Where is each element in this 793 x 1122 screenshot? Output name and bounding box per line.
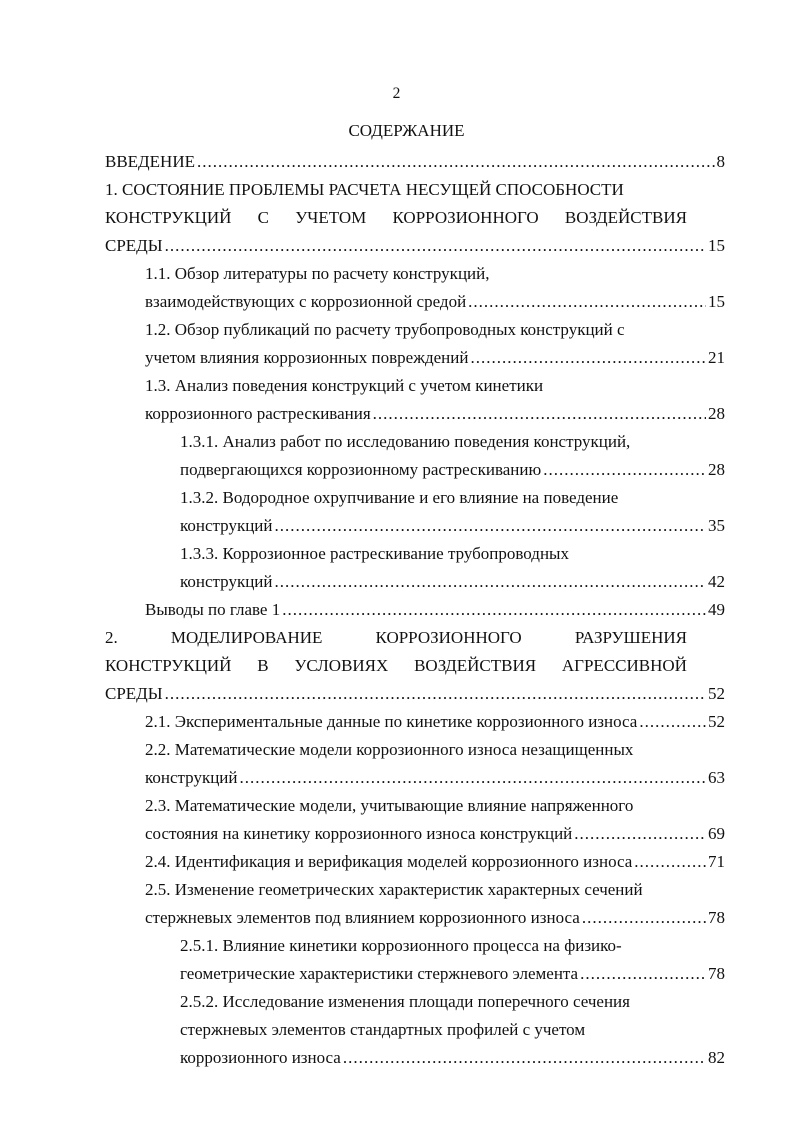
- contents-heading: СОДЕРЖАНИЕ: [348, 121, 465, 140]
- word: УСЛОВИЯХ: [294, 656, 389, 675]
- dot-leader: [639, 708, 706, 736]
- dot-leader: [582, 904, 706, 932]
- toc-section-2-5-line2[interactable]: [145, 904, 725, 932]
- toc-page-number: 35: [708, 516, 725, 535]
- toc-entry-title: СРЕДЫ: [105, 684, 163, 703]
- word: В: [257, 656, 269, 675]
- word: С: [257, 208, 270, 227]
- toc-section-2-5-2-line2[interactable]: стержневых элементов стандартных профилей с учетом: [180, 1020, 586, 1039]
- word: УЧЕТОМ: [295, 208, 367, 227]
- toc-entry-title: стержневых элементов под влиянием коррозионного износа: [145, 908, 580, 927]
- word: КОРРОЗИОННОГО: [375, 628, 522, 647]
- toc-section-2-4[interactable]: [145, 848, 725, 876]
- toc-chapter-2-line3[interactable]: [105, 680, 725, 708]
- dot-leader: [468, 288, 706, 316]
- toc-section-2-5-1-line1[interactable]: 2.5.1. Влияние кинетики коррозионного процесса на физико-: [180, 936, 622, 955]
- toc-entry-title: коррозионного износа: [180, 1048, 341, 1067]
- word: ВОЗДЕЙСТВИЯ: [564, 208, 687, 227]
- dot-leader: [197, 148, 715, 176]
- toc-chapter-1-line1[interactable]: 1. СОСТОЯНИЕ ПРОБЛЕМЫ РАСЧЕТА НЕСУЩЕЙ СПОСОБНОСТИ: [105, 180, 624, 199]
- toc-entry-title: состояния на кинетику коррозионного износа конструкций: [145, 824, 573, 843]
- toc-page-number: 78: [708, 908, 725, 927]
- toc-page-number: 28: [708, 404, 725, 423]
- toc-section-1-3-1-line1[interactable]: 1.3.1. Анализ работ по исследованию поведения конструкций,: [180, 432, 631, 451]
- dot-leader: [634, 848, 706, 876]
- toc-page-number: 71: [708, 852, 725, 871]
- toc-section-2-5-1-line2[interactable]: [180, 960, 725, 988]
- toc-section-1-3-line2[interactable]: [145, 400, 725, 428]
- toc-page-number: 82: [708, 1048, 725, 1067]
- toc-entry-title: 2.1. Экспериментальные данные по кинетике коррозионного износа: [145, 712, 638, 731]
- toc-chapter-2-line2[interactable]: [105, 652, 687, 680]
- toc-section-1-1-line2[interactable]: [145, 288, 725, 316]
- toc-section-1-3-1-line2[interactable]: [180, 456, 725, 484]
- toc-section-2-1[interactable]: [145, 708, 725, 736]
- toc-entry-title: 2.4. Идентификация и верификация моделей коррозионного износа: [145, 852, 633, 871]
- dot-leader: [343, 1044, 706, 1072]
- toc-chapter-2-line1[interactable]: [105, 624, 687, 652]
- toc-page-number: 69: [708, 824, 725, 843]
- toc-chapter-1-line3[interactable]: [105, 232, 725, 260]
- toc-section-2-5-2-line3[interactable]: [180, 1044, 725, 1072]
- dot-leader: [574, 820, 706, 848]
- toc-page-number: 52: [708, 684, 725, 703]
- toc-section-2-2-line1[interactable]: 2.2. Математические модели коррозионного износа незащищенных: [145, 740, 634, 759]
- word: КОНСТРУКЦИЙ: [105, 208, 232, 227]
- dot-leader: [373, 400, 706, 428]
- dot-leader: [165, 232, 706, 260]
- toc-page-number: 8: [716, 152, 725, 171]
- toc-section-2-5-2-line1[interactable]: 2.5.2. Исследование изменения площади поперечного сечения: [180, 992, 630, 1011]
- toc-section-2-3-line2[interactable]: [145, 820, 725, 848]
- toc-section-1-3-3-line1[interactable]: 1.3.3. Коррозионное растрескивание трубопроводных: [180, 544, 569, 563]
- word: АГРЕССИВНОЙ: [561, 656, 687, 675]
- word: РАЗРУШЕНИЯ: [574, 628, 687, 647]
- toc-section-2-3-line1[interactable]: 2.3. Математические модели, учитывающие влияние напряженного: [145, 796, 634, 815]
- toc-entry-title: геометрические характеристики стержневого элемента: [180, 964, 579, 983]
- toc-page-number: 42: [708, 572, 725, 591]
- toc-entry-title: ВВЕДЕНИЕ: [105, 152, 195, 171]
- toc-page-number: 15: [708, 236, 725, 255]
- dot-leader: [543, 456, 706, 484]
- word: ВОЗДЕЙСТВИЯ: [414, 656, 537, 675]
- dot-leader: [275, 512, 706, 540]
- toc-section-1-2-line2[interactable]: [145, 344, 725, 372]
- word: МОДЕЛИРОВАНИЕ: [170, 628, 323, 647]
- word: КОНСТРУКЦИЙ: [105, 656, 232, 675]
- toc-page-number: 63: [708, 768, 725, 787]
- page-number: 2: [392, 85, 401, 102]
- toc-section-1-1-line1[interactable]: 1.1. Обзор литературы по расчету конструкций,: [145, 264, 490, 283]
- toc-section-1-2-line1[interactable]: 1.2. Обзор публикаций по расчету трубопроводных конструкций с: [145, 320, 625, 339]
- toc-entry-title: взаимодействующих с коррозионной средой: [145, 292, 467, 311]
- toc-page-number: 15: [708, 292, 725, 311]
- toc-section-2-5-line1[interactable]: 2.5. Изменение геометрических характеристик характерных сечений: [145, 880, 643, 899]
- toc-chapter-1-line2[interactable]: [105, 204, 687, 232]
- toc-section-1-3-line1[interactable]: 1.3. Анализ поведения конструкций с учетом кинетики: [145, 376, 544, 395]
- toc-section-1-3-3-line2[interactable]: [180, 568, 725, 596]
- toc-entry-title: конструкций: [180, 572, 273, 591]
- toc-entry-title: подвергающихся коррозионному растрескиванию: [180, 460, 542, 479]
- toc-entry-title: конструкций: [145, 768, 238, 787]
- toc-page-number: 78: [708, 964, 725, 983]
- dot-leader: [240, 764, 706, 792]
- dot-leader: [275, 568, 706, 596]
- toc-entry-title: конструкций: [180, 516, 273, 535]
- toc-conclusions-chapter-1[interactable]: [145, 596, 725, 624]
- toc-section-1-3-2-line2[interactable]: [180, 512, 725, 540]
- toc-entry-title: Выводы по главе 1: [145, 600, 281, 619]
- toc-section-1-3-2-line1[interactable]: 1.3.2. Водородное охрупчивание и его влияние на поведение: [180, 488, 619, 507]
- word: 2.: [105, 628, 118, 647]
- dot-leader: [165, 680, 706, 708]
- toc-entry-introduction[interactable]: [105, 148, 725, 176]
- dot-leader: [282, 596, 706, 624]
- toc-entry-title: учетом влияния коррозионных повреждений: [145, 348, 469, 367]
- dot-leader: [470, 344, 706, 372]
- toc-page-number: 28: [708, 460, 725, 479]
- toc-page-number: 21: [708, 348, 725, 367]
- dot-leader: [580, 960, 706, 988]
- toc-section-2-2-line2[interactable]: [145, 764, 725, 792]
- toc-entry-title: коррозионного растрескивания: [145, 404, 371, 423]
- toc-page-number: 49: [708, 600, 725, 619]
- word: КОРРОЗИОННОГО: [392, 208, 539, 227]
- toc-entry-title: СРЕДЫ: [105, 236, 163, 255]
- toc-page-number: 52: [708, 712, 725, 731]
